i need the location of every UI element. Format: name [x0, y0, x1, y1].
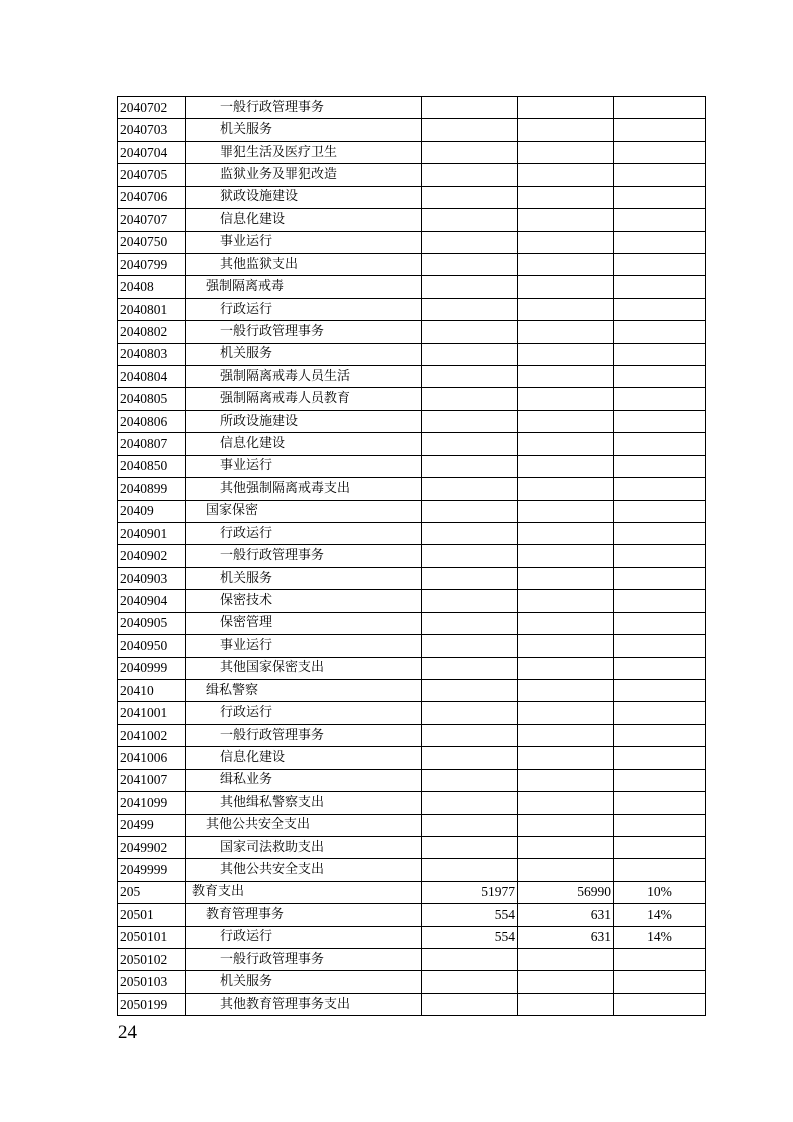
growth-rate-cell: [614, 545, 706, 567]
growth-rate-cell: [614, 702, 706, 724]
account-code-cell: 2040707: [118, 209, 186, 231]
account-name-cell: 信息化建设: [186, 433, 422, 455]
table-row: [118, 635, 706, 657]
current-year-amount-cell: [518, 993, 614, 1015]
current-year-amount-cell: [518, 679, 614, 701]
table-row: [118, 478, 706, 500]
account-code-cell: 2040705: [118, 164, 186, 186]
account-name-cell: 国家保密: [186, 500, 422, 522]
current-year-amount-cell: [518, 590, 614, 612]
account-code-cell: 2041099: [118, 792, 186, 814]
table-row: [118, 567, 706, 589]
prior-year-amount-cell: [422, 769, 518, 791]
current-year-amount-cell: [518, 298, 614, 320]
growth-rate-cell: [614, 343, 706, 365]
prior-year-amount-cell: [422, 747, 518, 769]
table-row: [118, 702, 706, 724]
growth-rate-cell: [614, 747, 706, 769]
account-code-cell: 2041001: [118, 702, 186, 724]
prior-year-amount-cell: [422, 298, 518, 320]
current-year-amount-cell: [518, 343, 614, 365]
account-code-cell: 20501: [118, 904, 186, 926]
current-year-amount-cell: [518, 949, 614, 971]
growth-rate-cell: [614, 657, 706, 679]
growth-rate-cell: [614, 971, 706, 993]
growth-rate-cell: [614, 679, 706, 701]
account-code-cell: 2040802: [118, 321, 186, 343]
current-year-amount-cell: 56990: [518, 881, 614, 903]
account-code-cell: 2040702: [118, 97, 186, 119]
prior-year-amount-cell: [422, 388, 518, 410]
prior-year-amount-cell: [422, 792, 518, 814]
prior-year-amount-cell: [422, 635, 518, 657]
prior-year-amount-cell: [422, 971, 518, 993]
account-code-cell: 2040704: [118, 141, 186, 163]
current-year-amount-cell: [518, 97, 614, 119]
prior-year-amount-cell: 554: [422, 904, 518, 926]
current-year-amount-cell: [518, 635, 614, 657]
account-code-cell: 2040904: [118, 590, 186, 612]
account-code-cell: 2040706: [118, 186, 186, 208]
current-year-amount-cell: [518, 769, 614, 791]
account-name-cell: 行政运行: [186, 523, 422, 545]
account-name-cell: 其他强制隔离戒毒支出: [186, 478, 422, 500]
prior-year-amount-cell: [422, 993, 518, 1015]
page-number: 24: [118, 1022, 137, 1043]
table-row: [118, 298, 706, 320]
current-year-amount-cell: [518, 276, 614, 298]
prior-year-amount-cell: [422, 97, 518, 119]
account-code-cell: 20499: [118, 814, 186, 836]
prior-year-amount-cell: [422, 276, 518, 298]
growth-rate-cell: [614, 298, 706, 320]
account-code-cell: 2040750: [118, 231, 186, 253]
prior-year-amount-cell: [422, 343, 518, 365]
table-row: [118, 949, 706, 971]
account-name-cell: 事业运行: [186, 455, 422, 477]
account-code-cell: 2041002: [118, 724, 186, 746]
table-row: [118, 388, 706, 410]
table-row: [118, 253, 706, 275]
current-year-amount-cell: [518, 455, 614, 477]
current-year-amount-cell: [518, 478, 614, 500]
account-code-cell: 2040950: [118, 635, 186, 657]
prior-year-amount-cell: [422, 567, 518, 589]
account-name-cell: 罪犯生活及医疗卫生: [186, 141, 422, 163]
current-year-amount-cell: [518, 366, 614, 388]
account-code-cell: 2041006: [118, 747, 186, 769]
current-year-amount-cell: [518, 567, 614, 589]
account-name-cell: 一般行政管理事务: [186, 949, 422, 971]
account-code-cell: 2040899: [118, 478, 186, 500]
prior-year-amount-cell: [422, 478, 518, 500]
current-year-amount-cell: [518, 792, 614, 814]
account-name-cell: 其他缉私警察支出: [186, 792, 422, 814]
table-row: [118, 97, 706, 119]
table-row: [118, 792, 706, 814]
growth-rate-cell: [614, 97, 706, 119]
account-code-cell: 2040703: [118, 119, 186, 141]
table-row: [118, 590, 706, 612]
prior-year-amount-cell: [422, 657, 518, 679]
table-row: [118, 410, 706, 432]
prior-year-amount-cell: [422, 119, 518, 141]
current-year-amount-cell: [518, 433, 614, 455]
prior-year-amount-cell: [422, 590, 518, 612]
current-year-amount-cell: 631: [518, 904, 614, 926]
account-code-cell: 2040799: [118, 253, 186, 275]
prior-year-amount-cell: [422, 164, 518, 186]
table-row: [118, 724, 706, 746]
account-code-cell: 2050199: [118, 993, 186, 1015]
account-code-cell: 2049902: [118, 836, 186, 858]
growth-rate-cell: [614, 590, 706, 612]
current-year-amount-cell: [518, 859, 614, 881]
current-year-amount-cell: [518, 388, 614, 410]
account-name-cell: 事业运行: [186, 635, 422, 657]
growth-rate-cell: [614, 523, 706, 545]
table-row: [118, 859, 706, 881]
growth-rate-cell: [614, 724, 706, 746]
account-code-cell: 2040850: [118, 455, 186, 477]
account-name-cell: 机关服务: [186, 343, 422, 365]
account-name-cell: 保密技术: [186, 590, 422, 612]
table-row: [118, 814, 706, 836]
account-code-cell: 20408: [118, 276, 186, 298]
current-year-amount-cell: 631: [518, 926, 614, 948]
growth-rate-cell: [614, 410, 706, 432]
table-row: [118, 836, 706, 858]
account-name-cell: 监狱业务及罪犯改造: [186, 164, 422, 186]
table-row: [118, 276, 706, 298]
current-year-amount-cell: [518, 612, 614, 634]
account-name-cell: 事业运行: [186, 231, 422, 253]
prior-year-amount-cell: [422, 702, 518, 724]
account-name-cell: 其他监狱支出: [186, 253, 422, 275]
account-name-cell: 强制隔离戒毒人员生活: [186, 366, 422, 388]
growth-rate-cell: [614, 366, 706, 388]
table-row: [118, 904, 706, 926]
table-row: [118, 141, 706, 163]
growth-rate-cell: [614, 859, 706, 881]
current-year-amount-cell: [518, 119, 614, 141]
account-code-cell: 2040901: [118, 523, 186, 545]
account-code-cell: 2041007: [118, 769, 186, 791]
account-code-cell: 20409: [118, 500, 186, 522]
account-name-cell: 行政运行: [186, 702, 422, 724]
growth-rate-cell: [614, 993, 706, 1015]
current-year-amount-cell: [518, 523, 614, 545]
account-name-cell: 强制隔离戒毒人员教育: [186, 388, 422, 410]
prior-year-amount-cell: [422, 455, 518, 477]
current-year-amount-cell: [518, 545, 614, 567]
growth-rate-cell: [614, 949, 706, 971]
prior-year-amount-cell: [422, 321, 518, 343]
table-row: [118, 971, 706, 993]
prior-year-amount-cell: 51977: [422, 881, 518, 903]
prior-year-amount-cell: [422, 141, 518, 163]
growth-rate-cell: [614, 276, 706, 298]
account-name-cell: 机关服务: [186, 567, 422, 589]
account-code-cell: 2040999: [118, 657, 186, 679]
table-row: [118, 881, 706, 903]
account-name-cell: 信息化建设: [186, 747, 422, 769]
account-code-cell: 2040803: [118, 343, 186, 365]
prior-year-amount-cell: [422, 814, 518, 836]
current-year-amount-cell: [518, 410, 614, 432]
table-row: [118, 769, 706, 791]
account-code-cell: 2040805: [118, 388, 186, 410]
account-name-cell: 一般行政管理事务: [186, 321, 422, 343]
growth-rate-cell: [614, 792, 706, 814]
growth-rate-cell: [614, 567, 706, 589]
table-row: [118, 433, 706, 455]
current-year-amount-cell: [518, 657, 614, 679]
table-row: [118, 679, 706, 701]
growth-rate-cell: [614, 164, 706, 186]
prior-year-amount-cell: [422, 410, 518, 432]
current-year-amount-cell: [518, 747, 614, 769]
table-row: [118, 926, 706, 948]
account-name-cell: 其他教育管理事务支出: [186, 993, 422, 1015]
account-code-cell: 2050102: [118, 949, 186, 971]
growth-rate-cell: [614, 253, 706, 275]
table-row: [118, 612, 706, 634]
account-code-cell: 20410: [118, 679, 186, 701]
account-name-cell: 一般行政管理事务: [186, 97, 422, 119]
table-row: [118, 545, 706, 567]
current-year-amount-cell: [518, 724, 614, 746]
account-code-cell: 2040905: [118, 612, 186, 634]
account-name-cell: 教育支出: [186, 881, 422, 903]
account-name-cell: 国家司法救助支出: [186, 836, 422, 858]
current-year-amount-cell: [518, 814, 614, 836]
prior-year-amount-cell: [422, 186, 518, 208]
current-year-amount-cell: [518, 321, 614, 343]
growth-rate-cell: 10%: [614, 881, 706, 903]
table-row: [118, 321, 706, 343]
growth-rate-cell: [614, 119, 706, 141]
account-name-cell: 机关服务: [186, 119, 422, 141]
table-row: [118, 993, 706, 1015]
prior-year-amount-cell: [422, 523, 518, 545]
growth-rate-cell: [614, 769, 706, 791]
prior-year-amount-cell: [422, 231, 518, 253]
account-name-cell: 缉私警察: [186, 679, 422, 701]
account-name-cell: 强制隔离戒毒: [186, 276, 422, 298]
account-name-cell: 其他公共安全支出: [186, 859, 422, 881]
account-name-cell: 行政运行: [186, 926, 422, 948]
growth-rate-cell: [614, 209, 706, 231]
current-year-amount-cell: [518, 209, 614, 231]
growth-rate-cell: [614, 433, 706, 455]
prior-year-amount-cell: [422, 253, 518, 275]
current-year-amount-cell: [518, 164, 614, 186]
account-name-cell: 一般行政管理事务: [186, 724, 422, 746]
current-year-amount-cell: [518, 253, 614, 275]
prior-year-amount-cell: [422, 209, 518, 231]
growth-rate-cell: [614, 635, 706, 657]
prior-year-amount-cell: [422, 724, 518, 746]
growth-rate-cell: [614, 321, 706, 343]
prior-year-amount-cell: [422, 949, 518, 971]
prior-year-amount-cell: [422, 500, 518, 522]
growth-rate-cell: 14%: [614, 926, 706, 948]
current-year-amount-cell: [518, 971, 614, 993]
current-year-amount-cell: [518, 702, 614, 724]
growth-rate-cell: [614, 836, 706, 858]
account-name-cell: 机关服务: [186, 971, 422, 993]
account-name-cell: 行政运行: [186, 298, 422, 320]
account-name-cell: 所政设施建设: [186, 410, 422, 432]
growth-rate-cell: 14%: [614, 904, 706, 926]
prior-year-amount-cell: [422, 366, 518, 388]
current-year-amount-cell: [518, 500, 614, 522]
prior-year-amount-cell: 554: [422, 926, 518, 948]
current-year-amount-cell: [518, 141, 614, 163]
account-name-cell: 狱政设施建设: [186, 186, 422, 208]
account-code-cell: 205: [118, 881, 186, 903]
growth-rate-cell: [614, 814, 706, 836]
growth-rate-cell: [614, 141, 706, 163]
growth-rate-cell: [614, 478, 706, 500]
growth-rate-cell: [614, 612, 706, 634]
account-code-cell: 2050101: [118, 926, 186, 948]
budget-table: [117, 96, 706, 1016]
table-row: [118, 366, 706, 388]
table-row: [118, 164, 706, 186]
account-name-cell: 其他公共安全支出: [186, 814, 422, 836]
table-row: [118, 231, 706, 253]
current-year-amount-cell: [518, 836, 614, 858]
table-row: [118, 209, 706, 231]
account-code-cell: 2040801: [118, 298, 186, 320]
account-name-cell: 一般行政管理事务: [186, 545, 422, 567]
table-row: [118, 186, 706, 208]
prior-year-amount-cell: [422, 836, 518, 858]
budget-table-body: [118, 97, 706, 1016]
account-code-cell: 2040902: [118, 545, 186, 567]
growth-rate-cell: [614, 231, 706, 253]
account-code-cell: 2040806: [118, 410, 186, 432]
growth-rate-cell: [614, 500, 706, 522]
table-row: [118, 523, 706, 545]
prior-year-amount-cell: [422, 545, 518, 567]
account-name-cell: 保密管理: [186, 612, 422, 634]
account-name-cell: 其他国家保密支出: [186, 657, 422, 679]
growth-rate-cell: [614, 186, 706, 208]
current-year-amount-cell: [518, 186, 614, 208]
account-name-cell: 教育管理事务: [186, 904, 422, 926]
account-code-cell: 2049999: [118, 859, 186, 881]
account-code-cell: 2050103: [118, 971, 186, 993]
table-row: [118, 657, 706, 679]
account-name-cell: 信息化建设: [186, 209, 422, 231]
table-row: [118, 747, 706, 769]
prior-year-amount-cell: [422, 679, 518, 701]
current-year-amount-cell: [518, 231, 614, 253]
table-row: [118, 343, 706, 365]
growth-rate-cell: [614, 388, 706, 410]
table-row: [118, 119, 706, 141]
account-code-cell: 2040804: [118, 366, 186, 388]
table-row: [118, 500, 706, 522]
account-code-cell: 2040903: [118, 567, 186, 589]
account-code-cell: 2040807: [118, 433, 186, 455]
prior-year-amount-cell: [422, 612, 518, 634]
table-row: [118, 455, 706, 477]
prior-year-amount-cell: [422, 859, 518, 881]
account-name-cell: 缉私业务: [186, 769, 422, 791]
growth-rate-cell: [614, 455, 706, 477]
prior-year-amount-cell: [422, 433, 518, 455]
